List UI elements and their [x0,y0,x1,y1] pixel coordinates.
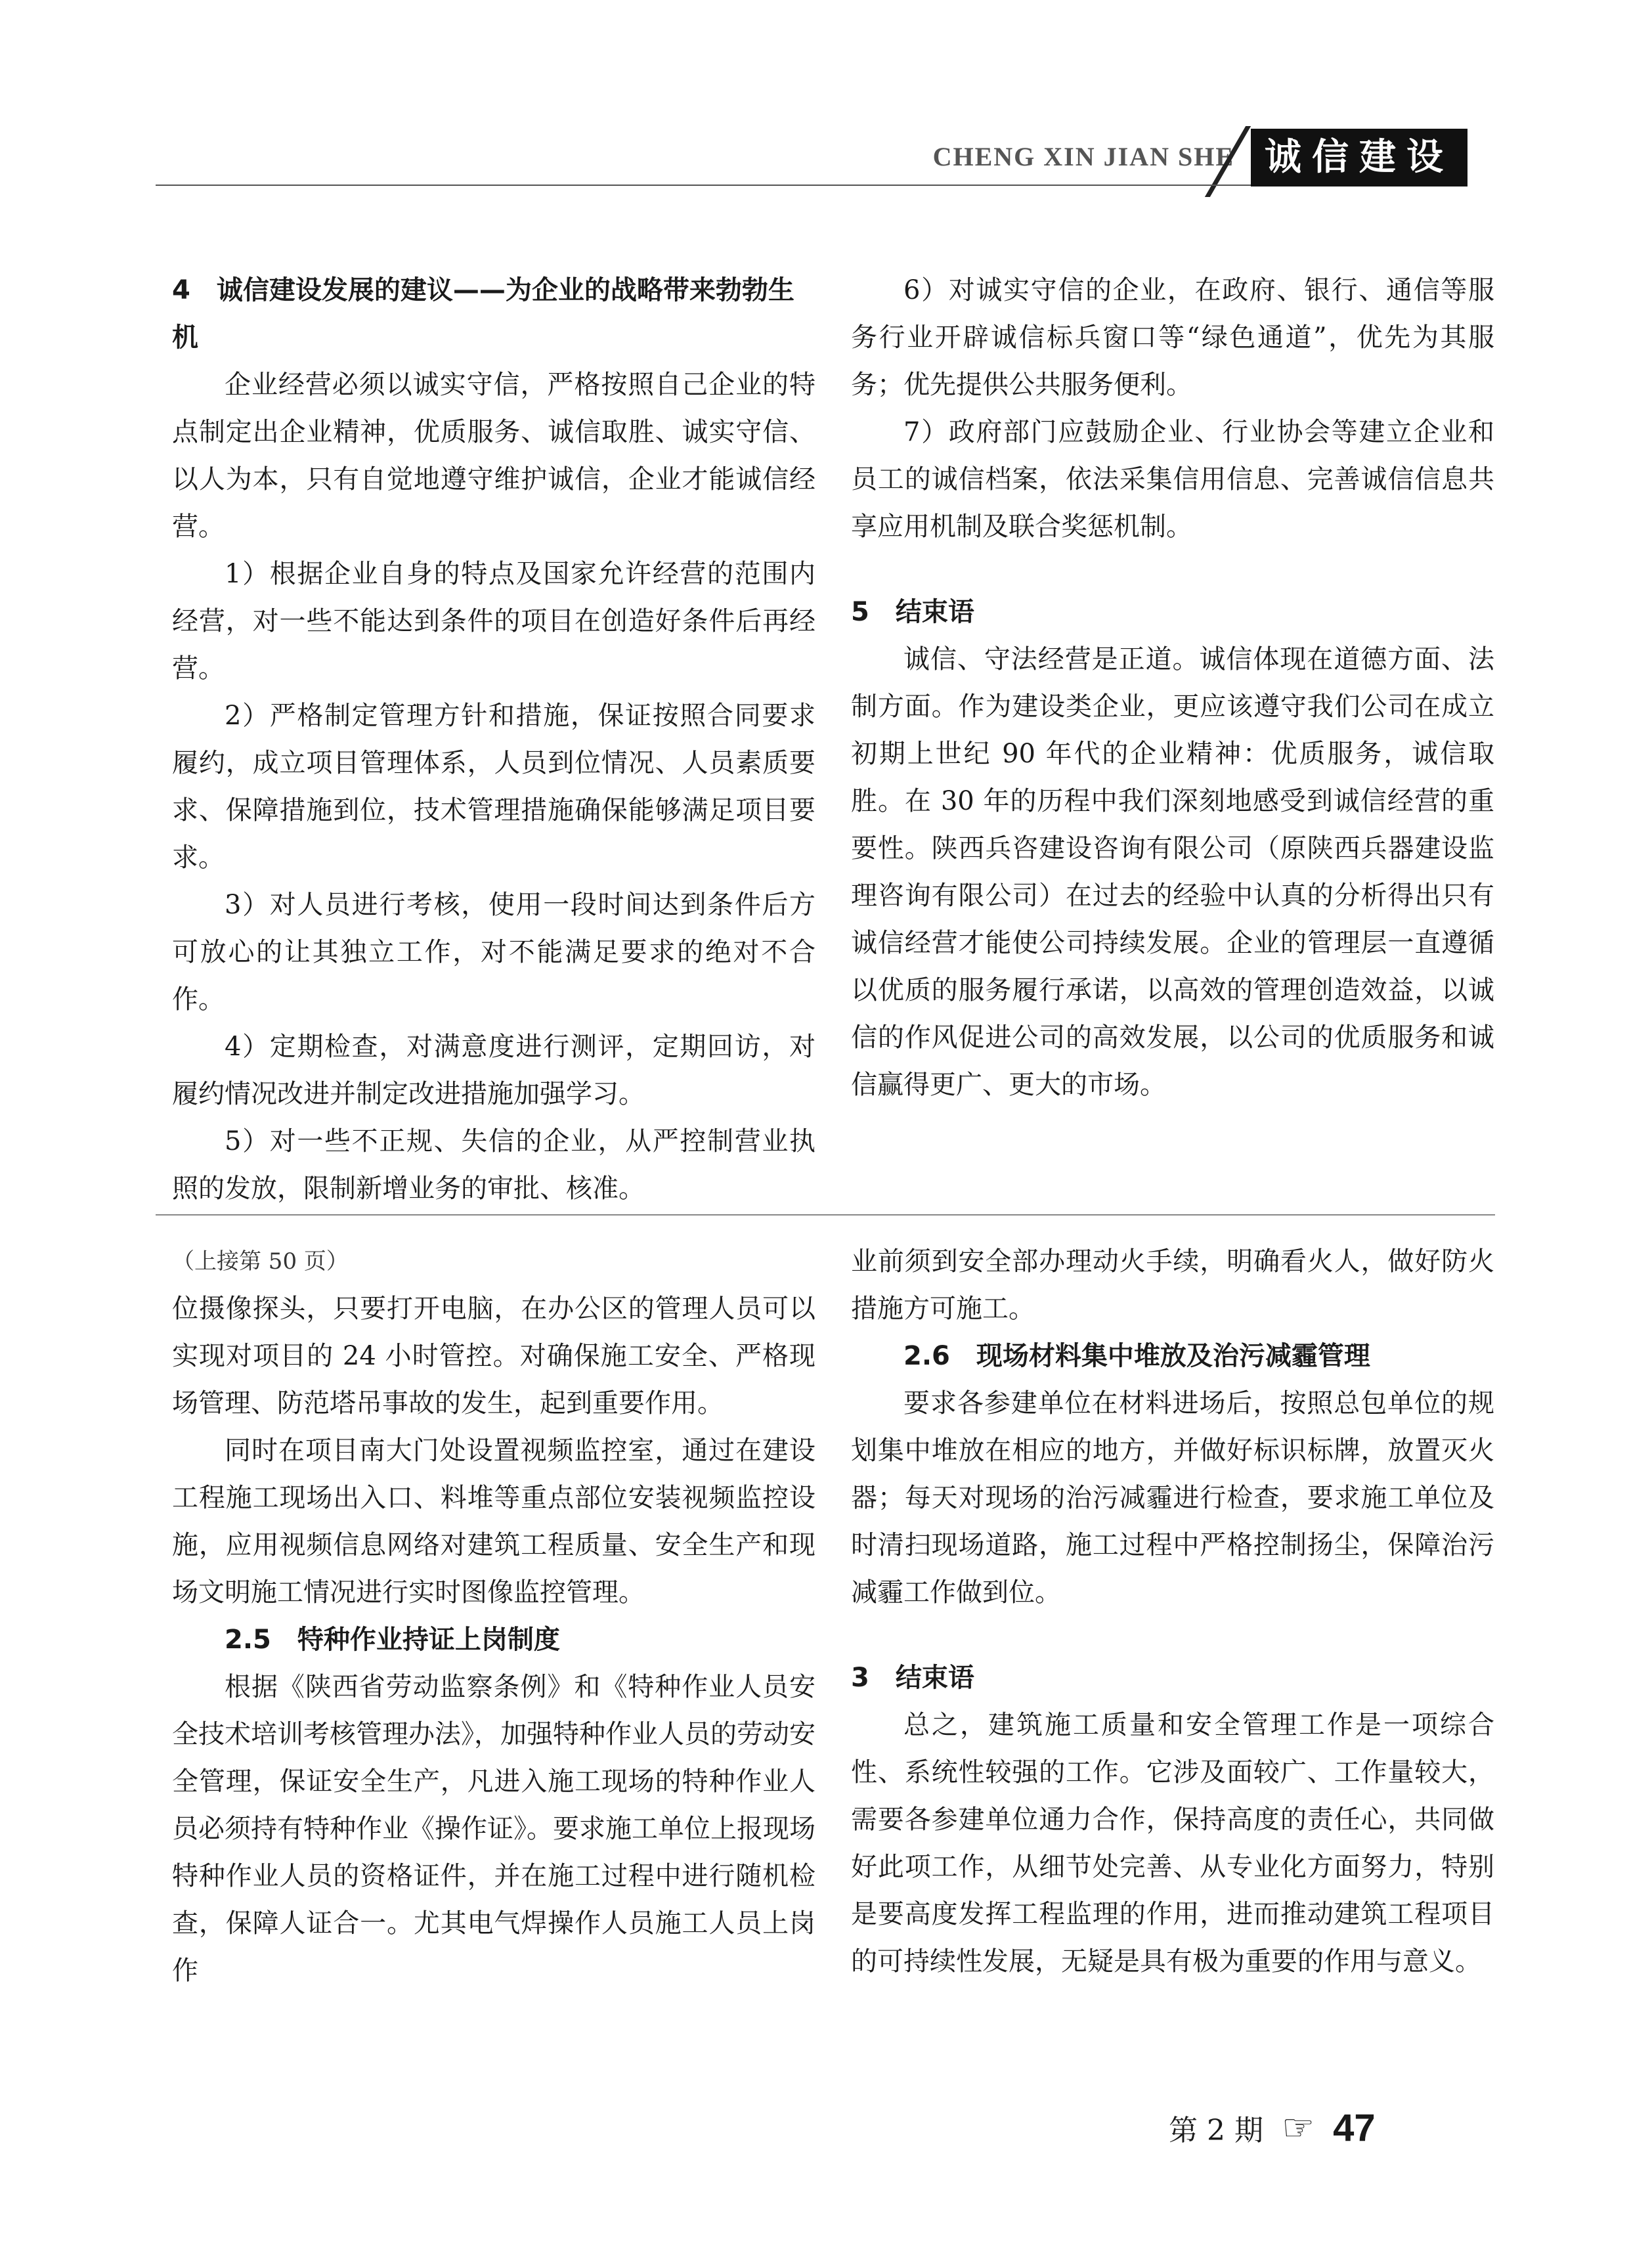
list-item: 1）根据企业自身的特点及国家允许经营的范围内经营，对一些不能达到条件的项目在创造好条件后再经营。 [172,559,815,684]
section-heading-3: 3 结束语 [851,1663,974,1693]
paragraph: 业前须到安全部办理动火手续，明确看火人，做好防火措施方可施工。 [851,1246,1494,1324]
pointing-hand-icon: ☞ [1281,2106,1315,2149]
page-footer [1169,2098,1376,2157]
page-number: 47 [1333,2106,1376,2149]
section-heading-4: 4 诚信建设发展的建议——为企业的战略带来勃勃生机 [172,275,794,353]
paragraph: 根据《陕西省劳动监察条例》和《特种作业人员安全技术培训考核管理办法》，加强特种作业人员的劳动安全管理，保证安全生产，凡进入施工现场的特种作业人员必须持有特种作业《操作证》。要求施工单位上报现场特种作业人员的资格证件，并在施工过程中进行随机检查，保障人证合一。尤其电气焊操作人员施工人员上岗作 [172,1672,815,1986]
continued-note: （上接第 50 页） [172,1248,349,1275]
issue-number: 第 2 期 [1169,2114,1263,2147]
subsection-heading-2-6: 2.6 现场材料集中堆放及治污减霾管理 [903,1341,1370,1371]
list-item: 3）对人员进行考核，使用一段时间达到条件后方可放心的让其独立工作，对不能满足要求的绝对不合作。 [172,890,815,1015]
list-item: 4）定期检查，对满意度进行测评，定期回访，对履约情况改进并制定改进措施加强学习。 [172,1032,815,1109]
section-heading-5: 5 结束语 [851,597,974,627]
upper-left-column [172,267,815,1212]
paragraph: 同时在项目南大门处设置视频监控室，通过在建设工程施工现场出入口、料堆等重点部位安装视频监控设施，应用视频信息网络对建筑工程质量、安全生产和现场文明施工情况进行实时图像监控管理。 [172,1435,815,1608]
paragraph: 位摄像探头，只要打开电脑，在办公区的管理人员可以实现对项目的 24 小时管控。对确保施工安全、严格现场管理、防范塔吊事故的发生，起到重要作用。 [172,1294,815,1418]
list-item: 5）对一些不正规、失信的企业，从严控制营业执照的发放，限制新增业务的审批、核准。 [172,1126,815,1204]
upper-right-column [851,267,1494,1108]
paragraph: 企业经营必须以诚实守信，严格按照自己企业的特点制定出企业精神，优质服务、诚信取胜、诚实守信、以人为本，只有自觉地遵守维护诚信，企业才能诚信经营。 [172,370,815,542]
running-title-en: CHENG XIN JIAN SHE [932,142,1234,171]
list-item: 6）对诚实守信的企业，在政府、银行、通信等服务行业开辟诚信标兵窗口等“绿色通道”，优先为其服务；优先提供公共服务便利。 [851,275,1494,400]
list-item: 2）严格制定管理方针和措施，保证按照合同要求履约，成立项目管理体系，人员到位情况、人员素质要求、保障措施到位，技术管理措施确保能够满足项目要求。 [172,701,815,873]
subsection-heading-2-5: 2.5 特种作业持证上岗制度 [225,1625,560,1655]
paragraph: 总之，建筑施工质量和安全管理工作是一项综合性、系统性较强的工作。它涉及面较广、工作量较大，需要各参建单位通力合作，保持高度的责任心，共同做好此项工作，从细节处完善、从专业化方面努力，特别是要高度发挥工程监理的作用，进而推动建筑工程项目的可持续性发展，无疑是具有极为重要的作用与意义。 [851,1710,1494,1977]
paragraph: 诚信、守法经营是正道。诚信体现在道德方面、法制方面。作为建设类企业，更应该遵守我们公司在成立初期上世纪 90 年代的企业精神：优质服务，诚信取胜。在 30 年的历程中我们深刻地感受到诚信经营的重要性。陕西兵咨建设咨询有限公司（原陕西兵器建设监理咨询有限公司）在过去的经验中认真的分析得出只有诚信经营才能使公司持续发展。企业的管理层一直遵循以优质的服务履行承诺，以高效的管理创造效益，以诚信的作风促进公司的高效发展，以公司的优质服务和诚信赢得更广、更大的市场。 [851,644,1494,1100]
header-rule [156,185,1251,186]
section-divider [156,1214,1495,1216]
lower-right-column [851,1238,1494,1985]
lower-left-column [172,1238,815,1994]
list-item: 7）政府部门应鼓励企业、行业协会等建立企业和员工的诚信档案，依法采集信用信息、完善诚信信息共享应用机制及联合奖惩机制。 [851,417,1494,542]
paragraph: 要求各参建单位在材料进场后，按照总包单位的规划集中堆放在相应的地方，并做好标识标牌，放置灭火器；每天对现场的治污减霾进行检查，要求施工单位及时清扫现场道路，施工过程中严格控制扬尘，保障治污减霾工作做到位。 [851,1388,1494,1608]
section-label: 诚信建设 [1251,129,1467,186]
